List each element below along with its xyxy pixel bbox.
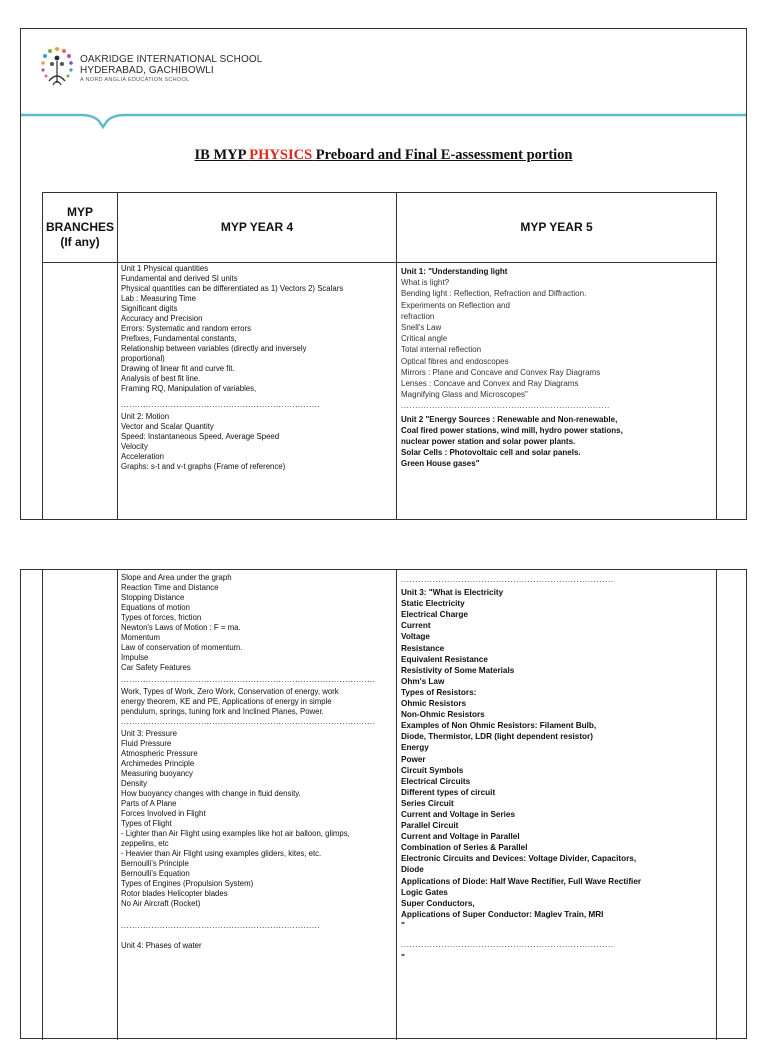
unit-1-light-topic: Snell's Law	[401, 323, 442, 333]
school-logo	[37, 45, 263, 91]
unit-2-topic: Velocity	[121, 442, 148, 451]
dotted-separator: ........................................................................	[121, 400, 321, 409]
unit-1-light-topic: Bending light : Reflection, Refraction and Diffraction.	[401, 289, 587, 299]
unit-3-pressure-topic: Density	[121, 779, 147, 788]
unit-3-pressure-topic: Rotor blades Helicopter blades	[121, 889, 228, 898]
unit-3-electricity-topic: Static Electricity	[401, 599, 465, 609]
unit-3-pressure-topic: - Heavier than Air Flight using examples gliders, kites, etc.	[121, 849, 322, 858]
school-name	[80, 54, 262, 84]
unit-1-topic: Physical quantities can be differentiated as 1) Vectors 2) Scalars	[121, 284, 344, 293]
unit-3-electricity-topic: Energy	[401, 743, 429, 753]
unit-3-electricity-topic: Circuit Symbols	[401, 765, 464, 775]
unit-1-light-topic: What is light?	[401, 278, 450, 288]
unit-2-energy-topic: Green House gases"	[401, 459, 480, 469]
unit-3-electricity-topic: Super Conductors,	[401, 898, 475, 908]
motion-topic: Momentum	[121, 633, 160, 642]
unit-2-topic: Acceleration	[121, 452, 164, 461]
energy-topic: Work, Types of Work, Zero Work, Conservation of energy, work	[121, 687, 339, 696]
unit-3-electricity-topic: "	[401, 920, 405, 930]
motion-topic: Impulse	[121, 653, 149, 662]
unit-1-topic: proportional)	[121, 354, 165, 363]
unit-1-topic: Significant digits	[121, 304, 178, 313]
document-title	[21, 147, 746, 164]
unit-3-electricity-topic: Applications of Super Conductor: Maglev Train, MRI	[401, 909, 604, 919]
unit-3-electricity-topic: Current and Voltage in Series	[401, 809, 516, 819]
unit-2-topic: Speed: Instantaneous Speed, Average Speed	[121, 432, 280, 441]
unit-3-electricity-topic: Parallel Circuit	[401, 821, 459, 831]
year-4-content	[121, 264, 393, 518]
unit-1-topic: Prefixes, Fundamental constants,	[121, 334, 237, 343]
unit-3-pressure-topic: No Air Aircraft (Rocket)	[121, 899, 201, 908]
unit-3-pressure-topic: Measuring buoyancy	[121, 769, 193, 778]
school-tagline: A NORD ANGLIA EDUCATION SCHOOL	[80, 77, 190, 83]
unit-3-pressure-topic: Fluid Pressure	[121, 739, 172, 748]
header-myp-branches: MYP BRANCHES (If any)	[45, 205, 114, 249]
motion-topic: Slope and Area under the graph	[121, 573, 232, 582]
portion-table-page-1	[42, 192, 717, 520]
motion-topic: Equations of motion	[121, 603, 190, 612]
unit-3-electricity-topic: Examples of Non Ohmic Resistors: Filament Bulb,	[401, 721, 597, 731]
year-5-content	[401, 266, 713, 518]
year-5-continued-content	[401, 574, 713, 1039]
title-suffix: Preboard and Final E-assessment portion	[315, 147, 573, 163]
unit-3-pressure-topic: Parts of A Plane	[121, 799, 177, 808]
unit-1-topic: Relationship between variables (directly and inversely	[121, 344, 307, 353]
unit-1-topic: Framing RQ, Manipulation of variables,	[121, 384, 257, 393]
unit-4-topic: Unit 4: Phases of water	[121, 941, 202, 950]
unit-3-electricity-topic: Power	[401, 754, 426, 764]
unit-3-pressure-topic: - Lighter than Air Flight using examples like hot air balloon, glimps,	[121, 829, 350, 838]
unit-1-light-topic: Mirrors : Plane and Concave and Convex Ray Diagrams	[401, 367, 601, 377]
unit-3-electricity-topic: Non-Ohmic Resistors	[401, 710, 485, 720]
unit-1-topic: Drawing of linear fit and curve fit.	[121, 364, 235, 373]
unit-3-electricity-topic: Resistivity of Some Materials	[401, 665, 515, 675]
unit-1-light-topic: Total internal reflection	[401, 345, 482, 355]
unit-2-topic: Vector and Scalar Quantity	[121, 422, 214, 431]
unit-2-energy-topic: Unit 2 "Energy Sources : Renewable and Non-renewable,	[401, 414, 618, 424]
unit-1-light-topic: Magnifying Glass and Microscopes"	[401, 390, 528, 400]
document-page-1	[20, 28, 747, 520]
unit-1-light-topic: Lenses : Concave and Convex and Ray Diagrams	[401, 379, 579, 389]
motion-topic: Newton's Laws of Motion : F = ma.	[121, 623, 241, 632]
unit-3-electricity-topic: Combination of Series & Parallel	[401, 843, 528, 853]
unit-3-electricity-topic: Diode, Thermistor, LDR (light dependent resistor)	[401, 732, 593, 742]
unit-3-pressure-topic: Types of Flight	[121, 819, 172, 828]
unit-3-electricity-topic: Electrical Circuits	[401, 776, 471, 786]
unit-1-topic: Errors: Systematic and random errors	[121, 324, 251, 333]
unit-3-electricity-topic: Ohmic Resistors	[401, 699, 467, 709]
title-subject: PHYSICS	[249, 147, 313, 163]
dotted-separator: ..........................................................................	[401, 940, 614, 949]
unit-3-pressure-topic: How buoyancy changes with change in fluid density.	[121, 789, 301, 798]
title-prefix: IB MYP	[194, 147, 246, 163]
dotted-separator: ..........................................................................	[401, 575, 614, 584]
unit-3-electricity-topic: Ohm's Law	[401, 676, 445, 686]
unit-3-pressure-topic: Atmospheric Pressure	[121, 749, 198, 758]
unit-2-energy-topic: nuclear power station and solar power plants.	[401, 437, 576, 447]
dotted-separator: ..........................................................................	[401, 401, 610, 411]
unit-1-light-topic: Experiments on Reflection and	[401, 300, 510, 310]
dotted-separator: ............................................................................................	[121, 717, 376, 726]
unit-3-pressure-topic: Bernoulli's Equation	[121, 869, 190, 878]
unit-3-pressure-topic: Archimedes Principle	[121, 759, 195, 768]
energy-topic: pendulum, springs, tuning fork and Inclined Planes, Power.	[121, 707, 324, 716]
unit-1-topic: Lab : Measuring Time	[121, 294, 196, 303]
unit-3-electricity-topic: Unit 3: "What is Electricity	[401, 588, 504, 598]
header-myp-year-4: MYP YEAR 4	[220, 220, 294, 234]
unit-1-topic: Fundamental and derived SI units	[121, 274, 238, 283]
header-myp-year-5: MYP YEAR 5	[520, 220, 593, 234]
energy-topic: energy theorem, KE and PE, Applications of energy in simple	[121, 697, 332, 706]
unit-1-topic: Accuracy and Precision	[121, 314, 203, 323]
motion-topic: Types of forces, friction	[121, 613, 202, 622]
dotted-separator: ........................................................................	[121, 921, 321, 930]
unit-3-pressure-topic: zeppelins, etc	[121, 839, 169, 848]
unit-3-pressure-topic: Forces Involved in Flight	[121, 809, 206, 818]
unit-3-electricity-topic: Current	[401, 621, 431, 631]
unit-3-electricity-topic: Current and Voltage in Parallel	[401, 832, 520, 842]
closing-quote: "	[401, 953, 405, 963]
unit-3-electricity-topic: Diode	[401, 865, 424, 875]
unit-2-topic: Unit 2: Motion	[121, 412, 170, 421]
year-4-continued-content	[121, 573, 393, 1038]
school-name-line2: HYDERABAD, GACHIBOWLI	[80, 65, 214, 76]
unit-1-light-topic: refraction	[401, 311, 435, 321]
motion-topic: Stopping Distance	[121, 593, 185, 602]
header-wave-divider	[21, 107, 746, 139]
unit-3-electricity-topic: Electronic Circuits and Devices: Voltage Divider, Capacitors,	[401, 854, 637, 864]
unit-3-pressure-topic: Types of Engines (Propulsion System)	[121, 879, 254, 888]
unit-3-electricity-topic: Voltage	[401, 632, 430, 642]
unit-3-pressure-topic: Bernoulli's Principle	[121, 859, 189, 868]
unit-3-electricity-topic: Different types of circuit	[401, 787, 496, 797]
unit-1-topic: Unit 1 Physical quantities	[121, 264, 209, 273]
school-name-line1: OAKRIDGE INTERNATIONAL SCHOOL	[80, 54, 263, 65]
unit-1-light-topic: Critical angle	[401, 334, 448, 344]
unit-3-electricity-topic: Types of Resistors:	[401, 687, 477, 697]
unit-1-topic: Analysis of best fit line.	[121, 374, 201, 383]
unit-3-pressure-topic: Unit 3: Pressure	[121, 729, 177, 738]
motion-topic: Law of conservation of momentum.	[121, 643, 243, 652]
dotted-separator: ............................................................................................	[121, 675, 376, 684]
motion-topic: Car Safety Features	[121, 663, 191, 672]
document-page-2	[20, 569, 747, 1039]
unit-2-energy-topic: Coal fired power stations, wind mill, hydro power stations,	[401, 425, 623, 435]
motion-topic: Reaction Time and Distance	[121, 583, 219, 592]
unit-3-electricity-topic: Applications of Diode: Half Wave Rectifier, Full Wave Rectifier	[401, 876, 642, 886]
unit-3-electricity-topic: Resistance	[401, 643, 445, 653]
unit-2-topic: Graphs: s-t and v-t graphs (Frame of reference)	[121, 462, 286, 471]
unit-3-electricity-topic: Logic Gates	[401, 887, 448, 897]
unit-3-electricity-topic: Electrical Charge	[401, 610, 468, 620]
unit-3-electricity-topic: Series Circuit	[401, 798, 454, 808]
unit-3-electricity-topic: Equivalent Resistance	[401, 654, 488, 664]
unit-1-light-topic: Optical fibres and endoscopes	[401, 356, 509, 366]
unit-2-energy-topic: Solar Cells : Photovoltaic cell and solar panels.	[401, 448, 581, 458]
oakridge-logo-icon	[37, 45, 77, 87]
unit-1-light-topic: Unit 1: "Understanding light	[401, 267, 508, 276]
